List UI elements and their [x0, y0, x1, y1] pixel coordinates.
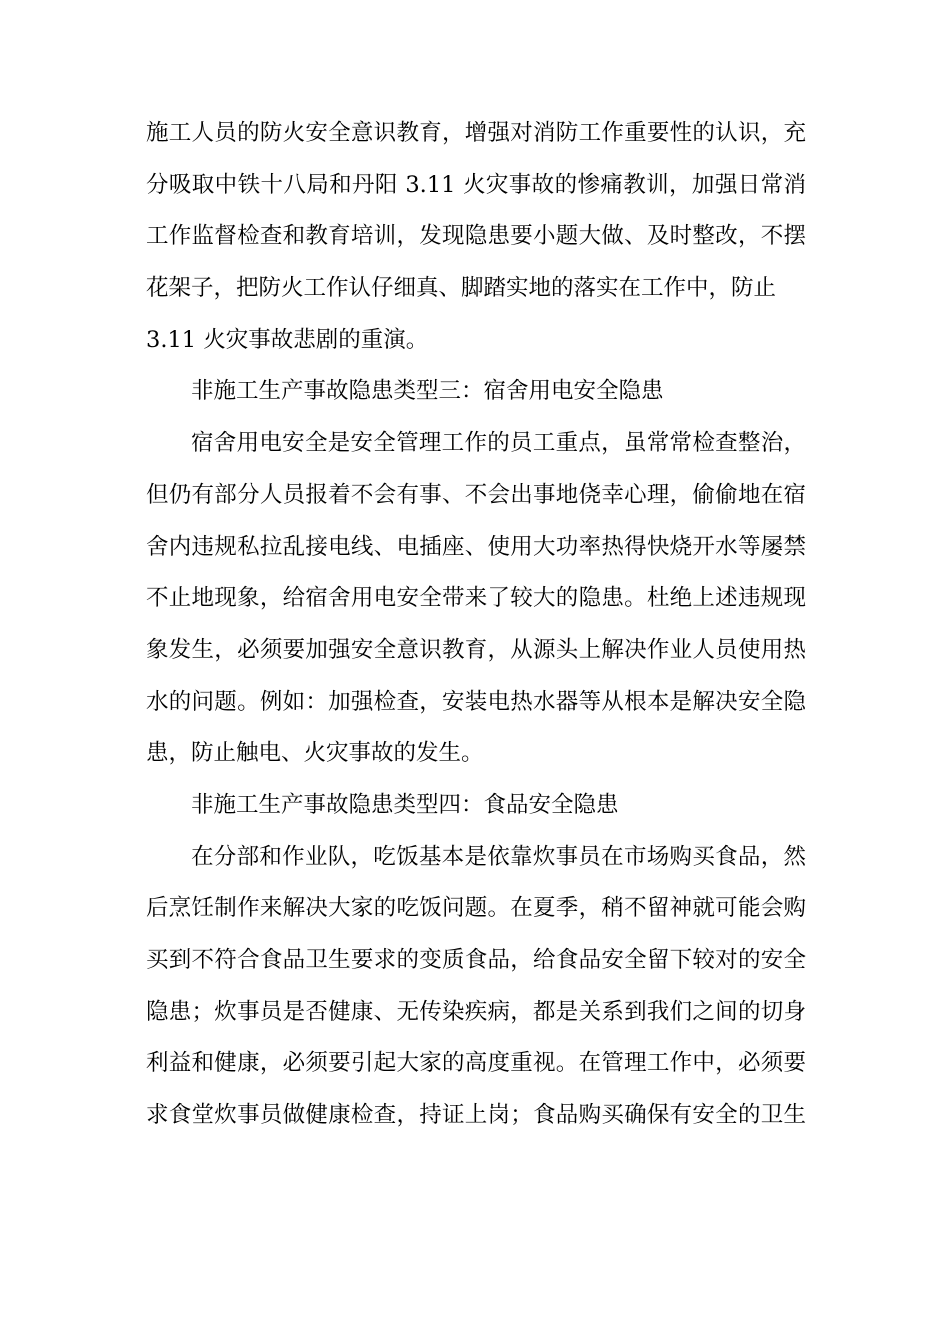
text-line: 象发生，必须要加强安全意识教育，从源头上解决作业人员使用热 — [146, 636, 806, 663]
text-line: 分吸取中铁十八局和丹阳 3.11 火灾事故的惨痛教训，加强日常消 — [146, 171, 806, 198]
heading-line: 非施工生产事故隐患类型三：宿舍用电安全隐患 — [191, 378, 664, 405]
text-line: 患，防止触电、火灾事故的发生。 — [146, 740, 484, 767]
text-line: 3.11 火灾事故悲剧的重演。 — [146, 326, 429, 353]
text-line: 后烹饪制作来解决大家的吃饭问题。在夏季，稍不留神就可能会购 — [146, 895, 806, 922]
text-line: 隐患；炊事员是否健康、无传染疾病，都是关系到我们之间的切身 — [146, 998, 806, 1025]
text-line: 花架子，把防火工作认仔细真、脚踏实地的落实在工作中，防止 — [146, 275, 777, 302]
text-line: 舍内违规私拉乱接电线、电插座、使用大功率热得快烧开水等屡禁 — [146, 533, 806, 560]
paragraph-fire-safety-continued — [146, 108, 806, 366]
text-line: 宿舍用电安全是安全管理工作的员工重点，虽常常检查整治， — [191, 430, 806, 457]
text-line: 施工人员的防火安全意识教育，增强对消防工作重要性的认识，充 — [146, 120, 806, 146]
text-line: 工作监督检查和教育培训，发现隐患要小题大做、及时整改，不摆 — [146, 223, 806, 250]
text-line: 买到不符合食品卫生要求的变质食品，给食品安全留下较对的安全 — [146, 947, 806, 973]
paragraph-dormitory-electricity — [146, 418, 806, 780]
heading-line: 非施工生产事故隐患类型四：食品安全隐患 — [191, 791, 619, 818]
section-heading-type-four — [146, 780, 806, 832]
text-line: 水的问题。例如：加强检查，安装电热水器等从根本是解决安全隐 — [146, 688, 806, 715]
text-line: 但仍有部分人员报着不会有事、不会出事地侥幸心理，偷偷地在宿 — [146, 481, 806, 508]
text-line: 不止地现象，给宿舍用电安全带来了较大的隐患。杜绝上述违规现 — [146, 585, 806, 612]
paragraph-food-safety — [146, 832, 806, 1142]
text-line: 在分部和作业队，吃饭基本是依靠炊事员在市场购买食品，然 — [191, 843, 806, 870]
text-line: 求食堂炊事员做健康检查，持证上岗；食品购买确保有安全的卫生 — [146, 1102, 806, 1129]
document-body — [146, 108, 806, 1142]
section-heading-type-three — [146, 366, 806, 418]
text-line: 利益和健康，必须要引起大家的高度重视。在管理工作中，必须要 — [146, 1050, 806, 1077]
